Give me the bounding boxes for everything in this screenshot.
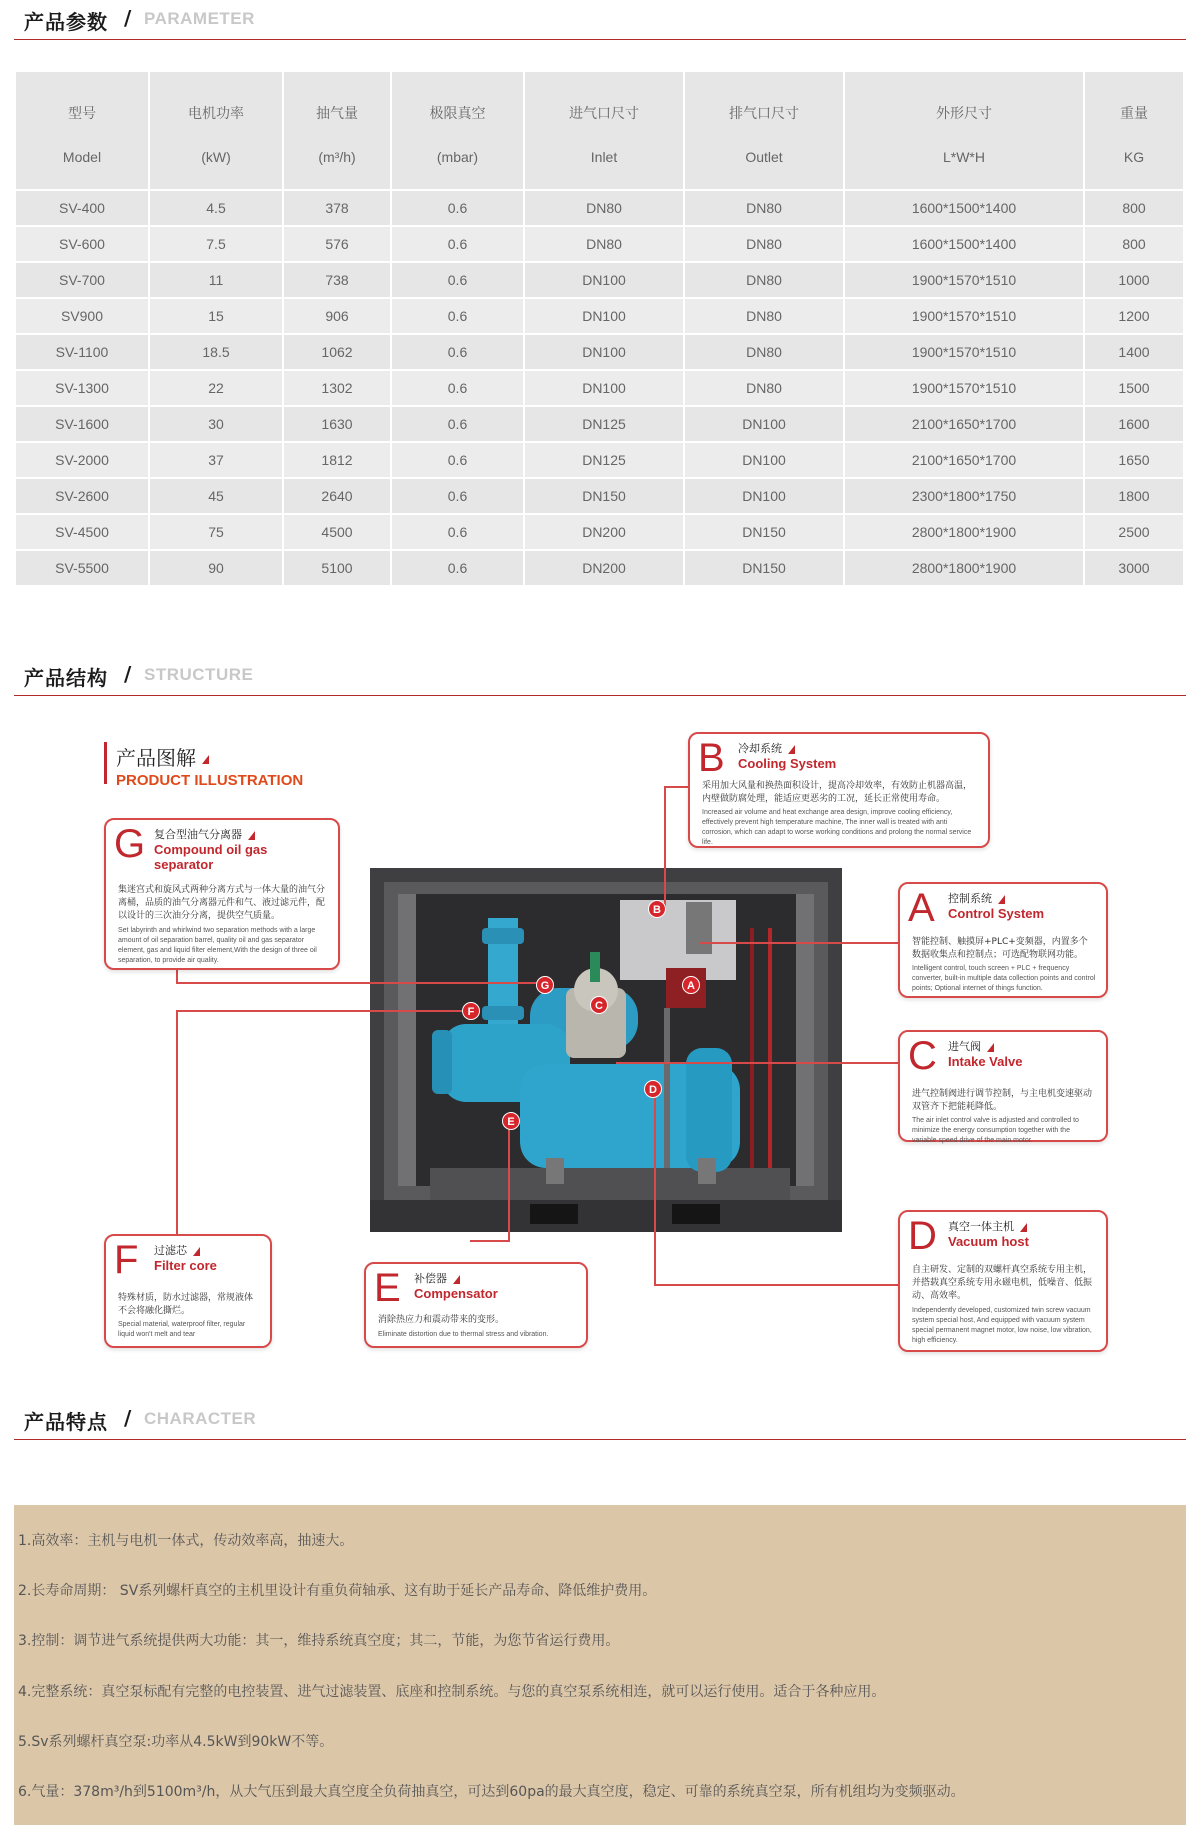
character-item: 3.控制：调节进气系统提供两大功能：其一，维持系统真空度；其二，节能，为您节省运行费用。 [18, 1633, 620, 1649]
table-cell: DN200 [524, 514, 684, 550]
table-row [16, 406, 1184, 442]
table-cell: 15 [149, 298, 283, 334]
table-cell: 0.6 [391, 478, 524, 514]
table-cell: 1000 [1084, 262, 1184, 298]
table-cell: DN125 [524, 406, 684, 442]
table-header-row [16, 72, 1184, 190]
table-cell: SV-1100 [16, 334, 149, 370]
table-cell: 2800*1800*1900 [844, 514, 1084, 550]
table-cell: 37 [149, 442, 283, 478]
callout-filter-core: F 过滤芯 Filter core 特殊材质，防水过滤器，常规液体不会将融化撕烂。 Special material, waterproof filter, regular liquid won't melt and tear [104, 1234, 272, 1348]
character-title-cn: 产品特点 [24, 1410, 108, 1434]
connector-line-b [664, 786, 666, 910]
connector-line-d [654, 1088, 656, 1284]
table-cell: 0.6 [391, 514, 524, 550]
table-cell: 0.6 [391, 298, 524, 334]
connector-line-f [176, 1010, 466, 1012]
table-row [16, 478, 1184, 514]
table-cell: 1600 [1084, 406, 1184, 442]
table-cell: DN100 [524, 334, 684, 370]
structure-title-cn: 产品结构 [24, 666, 108, 690]
table-cell: 0.6 [391, 442, 524, 478]
vacuum-pump-illustration [370, 868, 842, 1232]
header-weight: 重量 KG [1084, 72, 1184, 190]
table-row [16, 190, 1184, 226]
table-cell: SV-4500 [16, 514, 149, 550]
table-cell: 2300*1800*1750 [844, 478, 1084, 514]
table-cell: 1900*1570*1510 [844, 298, 1084, 334]
table-cell: SV900 [16, 298, 149, 334]
table-row [16, 514, 1184, 550]
table-cell: 0.6 [391, 550, 524, 586]
table-cell: DN100 [524, 298, 684, 334]
table-cell: 800 [1084, 226, 1184, 262]
illustration-title-cn: 产品图解 [116, 746, 196, 770]
marker-b: B [648, 900, 666, 918]
table-cell: SV-5500 [16, 550, 149, 586]
table-row [16, 226, 1184, 262]
title-slash: / [124, 662, 132, 686]
marker-d: D [644, 1080, 662, 1098]
table-cell: 30 [149, 406, 283, 442]
callout-intake-valve: C 进气阀 Intake Valve 进气控制阀进行调节控制，与主电机变速驱动双管齐下把能耗降低。 The air inlet control valve is adjusted and controlled to minimize the energy consumption together with the variable speed drive of the main motor. [898, 1030, 1108, 1142]
table-row [16, 334, 1184, 370]
table-cell: DN150 [524, 478, 684, 514]
triangle-icon [987, 1043, 994, 1052]
structure-section-header [14, 656, 1186, 696]
connector-line-e [470, 1240, 510, 1242]
table-row [16, 370, 1184, 406]
table-cell: 90 [149, 550, 283, 586]
table-cell: 3000 [1084, 550, 1184, 586]
table-cell: 800 [1084, 190, 1184, 226]
table-cell: DN150 [684, 550, 844, 586]
character-item: 5.Sv系列螺杆真空泵:功率从4.5kW到90kW不等。 [18, 1734, 334, 1750]
table-cell: 1812 [283, 442, 391, 478]
table-cell: DN80 [684, 334, 844, 370]
title-slash: / [124, 6, 132, 30]
triangle-icon [1020, 1223, 1027, 1232]
callout-compensator: E 补偿器 Compensator 消除热应力和震动带来的变形。 Eliminate distortion due to thermal stress and vibration. [364, 1262, 588, 1348]
table-cell: 1302 [283, 370, 391, 406]
table-cell: 1630 [283, 406, 391, 442]
marker-f: F [462, 1002, 480, 1020]
character-item: 4.完整系统：真空泵标配有完整的电控装置、进气过滤装置、底座和控制系统。与您的真空泵系统相连，就可以运行使用。适合于各种应用。 [18, 1684, 886, 1700]
title-slash: / [124, 1406, 132, 1430]
parameter-title-cn: 产品参数 [24, 10, 108, 34]
marker-g: G [536, 976, 554, 994]
callout-vacuum-host: D 真空一体主机 Vacuum host 自主研发、定制的双螺杆真空系统专用主机，并搭载真空系统专用永磁电机，低噪音、低振动、高效率。 Independently developed, customized twin screw vacuum system special host, And equipped with vacuum system special permanent magnet motor, low noise, low vibration, high efficiency. [898, 1210, 1108, 1352]
table-cell: 738 [283, 262, 391, 298]
callout-oil-gas-separator: G 复合型油气分离器 Compound oil gas separator 集迷宫式和旋风式两种分离方式与一体大量的油气分离桶，品质的油气分离器元件和气、液过滤元件，配以设计的三次油分分离，提供空气质量。 Set labyrinth and whirlwind two separation methods with a large amount of oil separation barrel, quality oil and gas separator element, gas and liquid filter element,With the design of three oil separation, to provide air quality. [104, 818, 340, 970]
table-cell: SV-2600 [16, 478, 149, 514]
table-cell: 18.5 [149, 334, 283, 370]
table-cell: DN80 [524, 226, 684, 262]
table-cell: SV-1600 [16, 406, 149, 442]
table-cell: 2800*1800*1900 [844, 550, 1084, 586]
table-cell: 1900*1570*1510 [844, 334, 1084, 370]
header-ultimate-vacuum: 极限真空 (mbar) [391, 72, 524, 190]
header-model: 型号 Model [16, 72, 149, 190]
character-item: 2.长寿命周期： SV系列螺杆真空的主机里设计有重负荷轴承、这有助于延长产品寿命、降低维护费用。 [18, 1583, 657, 1599]
connector-line-c [616, 1062, 910, 1064]
triangle-icon [453, 1275, 460, 1284]
table-cell: 2100*1650*1700 [844, 406, 1084, 442]
connector-line-g [176, 982, 546, 984]
table-cell: 2640 [283, 478, 391, 514]
table-cell: 11 [149, 262, 283, 298]
table-cell: 5100 [283, 550, 391, 586]
triangle-icon [202, 755, 209, 764]
table-cell: 1600*1500*1400 [844, 190, 1084, 226]
header-dimensions: 外形尺寸 L*W*H [844, 72, 1084, 190]
table-cell: DN125 [524, 442, 684, 478]
table-cell: 4500 [283, 514, 391, 550]
table-cell: 0.6 [391, 406, 524, 442]
parameter-section-header [14, 0, 1186, 40]
table-cell: 1800 [1084, 478, 1184, 514]
table-cell: DN80 [684, 370, 844, 406]
character-title-en: CHARACTER [144, 1409, 257, 1428]
table-cell: 75 [149, 514, 283, 550]
parameter-table [16, 72, 1185, 587]
table-cell: DN100 [684, 478, 844, 514]
character-item: 6.气量：378m³/h到5100m³/h，从大气压到最大真空度全负荷抽真空，可达到60pa的最大真空度，稳定、可靠的系统真空泵，所有机组均为变频驱动。 [18, 1784, 965, 1800]
connector-line-e [508, 1120, 510, 1240]
table-cell: 4.5 [149, 190, 283, 226]
table-cell: 1400 [1084, 334, 1184, 370]
table-cell: 45 [149, 478, 283, 514]
table-cell: 0.6 [391, 190, 524, 226]
table-cell: 1650 [1084, 442, 1184, 478]
table-cell: 0.6 [391, 334, 524, 370]
table-cell: SV-400 [16, 190, 149, 226]
parameter-title-en: PARAMETER [144, 9, 255, 28]
table-cell: DN80 [684, 262, 844, 298]
title-accent-bar [104, 742, 107, 784]
header-inlet: 进气口尺寸 Inlet [524, 72, 684, 190]
connector-line-d [654, 1284, 904, 1286]
callout-cooling-system: B 冷却系统 Cooling System 采用加大风量和换热面积设计，提高冷却效率，有效防止机器高温，内壁做防腐处理，能适应更恶劣的工况，延长正常使用寿命。 Increased air volume and heat exchange area design, improve cooling efficiency, effectively prevent high temperature machine, The inner wall is treated with anti corrosion, which can adapt to worse working conditions and prolong the normal service life. [688, 732, 990, 848]
table-cell: 906 [283, 298, 391, 334]
table-cell: SV-600 [16, 226, 149, 262]
table-cell: 1600*1500*1400 [844, 226, 1084, 262]
triangle-icon [998, 895, 1005, 904]
table-cell: DN150 [684, 514, 844, 550]
table-cell: 1200 [1084, 298, 1184, 334]
table-cell: 576 [283, 226, 391, 262]
table-cell: 22 [149, 370, 283, 406]
header-motor-power: 电机功率 (kW) [149, 72, 283, 190]
table-row [16, 262, 1184, 298]
callout-control-system: A 控制系统 Control System 智能控制、触摸屏+PLC+变频器，内置多个数据收集点和控制点；可选配物联网功能。 Intelligent control, touch screen + PLC + frequency converter, built-in multiple data collection points and control points; Optional internet of things function. [898, 882, 1108, 998]
table-cell: SV-2000 [16, 442, 149, 478]
header-outlet: 排气口尺寸 Outlet [684, 72, 844, 190]
table-cell: 378 [283, 190, 391, 226]
character-item: 1.高效率：主机与电机一体式，传动效率高，抽速大。 [18, 1533, 354, 1549]
structure-title-en: STRUCTURE [144, 665, 254, 684]
triangle-icon [248, 831, 255, 840]
connector-line-f [176, 1010, 178, 1234]
table-row [16, 550, 1184, 586]
header-pumping-speed: 抽气量 (m³/h) [283, 72, 391, 190]
connector-line-a [700, 942, 910, 944]
table-cell: 2500 [1084, 514, 1184, 550]
table-cell: 2100*1650*1700 [844, 442, 1084, 478]
table-cell: SV-700 [16, 262, 149, 298]
table-cell: SV-1300 [16, 370, 149, 406]
character-panel [14, 1505, 1186, 1825]
table-cell: DN100 [524, 370, 684, 406]
table-row [16, 298, 1184, 334]
illustration-title-en: PRODUCT ILLUSTRATION [116, 772, 304, 789]
table-cell: 1900*1570*1510 [844, 370, 1084, 406]
table-cell: 1900*1570*1510 [844, 262, 1084, 298]
table-cell: 1500 [1084, 370, 1184, 406]
triangle-icon [193, 1247, 200, 1256]
table-cell: DN200 [524, 550, 684, 586]
table-cell: DN80 [684, 298, 844, 334]
table-cell: 0.6 [391, 370, 524, 406]
table-cell: 0.6 [391, 262, 524, 298]
triangle-icon [788, 745, 795, 754]
character-section-header [14, 1400, 1186, 1440]
marker-e: E [502, 1112, 520, 1130]
table-cell: 7.5 [149, 226, 283, 262]
table-cell: DN80 [684, 226, 844, 262]
table-cell: DN100 [684, 442, 844, 478]
table-cell: DN80 [524, 190, 684, 226]
table-cell: 0.6 [391, 226, 524, 262]
marker-c: C [590, 996, 608, 1014]
marker-a: A [682, 976, 700, 994]
table-cell: DN100 [524, 262, 684, 298]
table-row [16, 442, 1184, 478]
table-cell: DN100 [684, 406, 844, 442]
table-cell: DN80 [684, 190, 844, 226]
table-cell: 1062 [283, 334, 391, 370]
